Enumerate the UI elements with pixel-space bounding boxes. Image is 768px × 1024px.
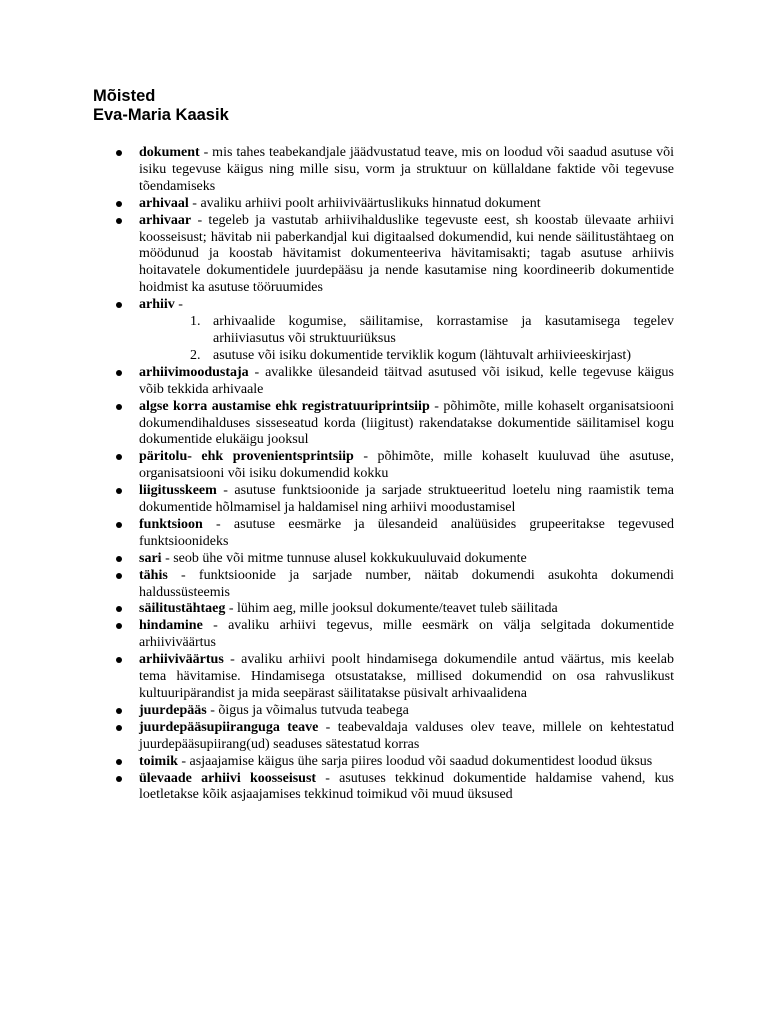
sub-definition-text: arhivaalide kogumise, säilitamise, korrastamise ja kasutamisega tegelev arhiiviasutus või struktuuriüksus: [213, 314, 674, 346]
definition-text: - avaliku arhiivi poolt arhiiviväärtuslikuks hinnatud dokument: [188, 195, 541, 211]
definition-term: arhivaar: [139, 212, 192, 228]
definition-text: - teabevaldaja valduses olev teave, millele on kehtestatud juurdepääsupiirang(ud) seaduses sätestatud korras: [139, 719, 674, 752]
page-title: Mõisted: [93, 87, 156, 105]
definition-text: - asutuse funktsioonide ja sarjade struktueeritud loetelu ning raamistik tema dokumentide hõlmamisel ja haldamisel ning arhiivi moodustamisel: [139, 483, 674, 516]
definition-item: [112, 703, 674, 720]
definition-item: [112, 145, 674, 196]
definition-item: [112, 551, 674, 568]
definition-term: juurdepääsupiiranguga teave: [139, 719, 319, 735]
document-header: [93, 87, 229, 125]
definition-term: algse korra austamise ehk registratuuriprintsiip: [139, 398, 430, 414]
definition-text: -: [174, 297, 183, 313]
definition-item: [112, 449, 674, 483]
sub-definition-number: 1.: [190, 314, 201, 330]
author-name: Eva-Maria Kaasik: [93, 106, 229, 124]
definition-item: [112, 652, 674, 703]
definition-text: - asjaajamise käigus ühe sarja piires loodud või saadud dokumentidest loodud üksus: [177, 753, 653, 769]
definition-term: arhiiv: [139, 297, 175, 313]
definition-term: arhiivimoodustaja: [139, 364, 249, 380]
sub-definition-text: asutuse või isiku dokumentide terviklik kogum (lähtuvalt arhiivieeskirjast): [213, 347, 631, 363]
sub-definition-number: 2.: [190, 347, 201, 363]
definition-term: arhivaal: [139, 195, 189, 211]
definitions-list: [112, 145, 674, 804]
definition-item: [112, 483, 674, 517]
definition-item: [112, 517, 674, 551]
definition-term: funktsioon: [139, 516, 203, 532]
definition-text: - põhimõte, mille kohaselt kuuluvad ühe asutuse, organisatsiooni või isiku dokumendid kokku: [139, 449, 674, 482]
definition-item: [112, 771, 674, 805]
definition-term: ülevaade arhiivi koosseisust: [139, 770, 317, 786]
definition-term: päritolu- ehk provenientsprintsiip: [139, 449, 354, 465]
definition-item: [112, 399, 674, 450]
definition-item: [112, 297, 674, 365]
definition-item: [112, 213, 674, 298]
definition-item: [112, 196, 674, 213]
definition-item: [112, 568, 674, 602]
definition-item: [112, 720, 674, 754]
definition-term: sari: [139, 550, 162, 566]
definition-item: [112, 365, 674, 399]
definition-term: tähis: [139, 567, 168, 583]
sub-definition-item: [186, 314, 674, 348]
definition-term: arhiiviväärtus: [139, 652, 224, 668]
definition-term: dokument: [139, 145, 200, 160]
definition-item: [112, 618, 674, 652]
definition-text: - õigus ja võimalus tutvuda teabega: [206, 702, 409, 718]
definition-text: - funktsioonide ja sarjade number, näitab dokumendi asukohta dokumendi haldussüsteemis: [139, 567, 674, 600]
definition-text: - asutuses tekkinud dokumentide haldamise vahend, kus loetletakse kõik asjaajamises tekkinud toimikud või muud üksused: [139, 770, 674, 803]
definition-item: [112, 754, 674, 771]
sub-definition-item: [186, 348, 674, 365]
definition-text: - avaliku arhiivi poolt hindamisega dokumendile antud väärtus, mis keelab tema hävitamise. Hindamisega otsustatakse, millised dokumendid on osa rahvuslikust kultuuripärandist ja mida seepärast säilitatakse püsivalt arhivaalidena: [139, 652, 674, 701]
definition-text: - tegeleb ja vastutab arhiivihalduslike tegevuste eest, sh koostab ülevaate arhiivi koosseisust; hävitab nii paberkandjal kui digitaalsed dokumendid, kui nende säilitustähtaeg on möödunud ja koostab hävitamist dokumenteeriva hävitamisakti; tagab asutuse arhiivis hoitavatele dokumentidele juurdepääsu ja nende kasutamise ning koordineerib dokumentide hoidmist ka asutuse tööruumides: [139, 212, 674, 296]
definition-item: [112, 601, 674, 618]
definition-term: juurdepääs: [139, 702, 207, 718]
definition-text: - avaliku arhiivi tegevus, mille eesmärk on välja selgitada dokumentide arhiiviväärtus: [139, 618, 674, 651]
definition-text: - mis tahes teabekandjale jäädvustatud teave, mis on loodud või saadud asutuse või isiku tegevuse käigus ning mille sisu, vorm ja struktuur on küllaldane faktide või tegevuse tõendamiseks: [139, 145, 674, 194]
definition-text: - põhimõte, mille kohaselt organisatsiooni dokumendihalduses sisseseatud korda (liigitust) rakendatakse dokumentide säilitamisel kogu dokumentide elukäigu jooksul: [139, 398, 674, 448]
definition-term: hindamine: [139, 618, 203, 634]
sub-definition-list: [139, 314, 674, 365]
definition-term: toimik: [139, 753, 178, 769]
definitions-section: [112, 145, 674, 804]
definition-term: säilitustähtaeg: [139, 601, 226, 617]
definition-term: liigitusskeem: [139, 483, 217, 499]
definition-text: - seob ühe või mitme tunnuse alusel kokkukuuluvaid dokumente: [161, 550, 527, 566]
definition-text: - avalikke ülesandeid täitvad asutused või isikud, kelle tegevuse käigus võib tekkida arhivaale: [139, 364, 674, 397]
definition-text: - lühim aeg, mille jooksul dokumente/teavet tuleb säilitada: [225, 601, 558, 617]
definition-text: - asutuse eesmärke ja ülesandeid analüüsides grupeeritakse tegevused funktsioonideks: [139, 516, 674, 549]
